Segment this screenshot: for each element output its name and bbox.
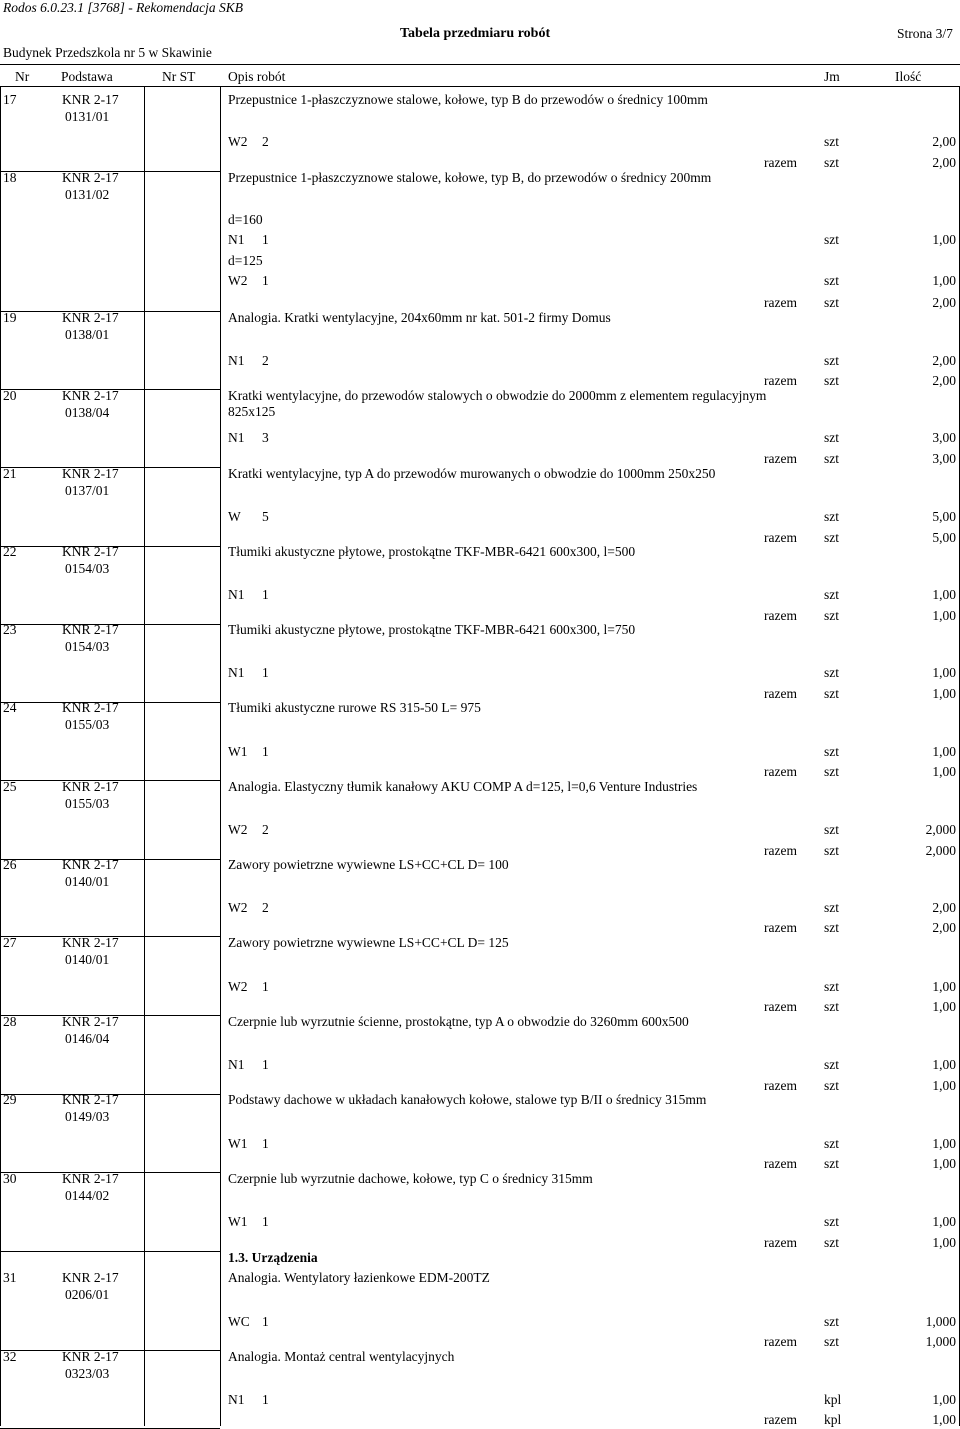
item-number: 31 bbox=[3, 1270, 17, 1285]
total-unit: szt bbox=[824, 999, 839, 1014]
total-unit: szt bbox=[824, 451, 839, 466]
measure-quantity: 1,00 bbox=[932, 587, 956, 602]
measure-code: W1 bbox=[228, 1136, 248, 1151]
item-base-code: KNR 2-17 bbox=[62, 310, 119, 325]
col-header-podstawa: Podstawa bbox=[61, 69, 113, 84]
measure-quantity: 1,00 bbox=[932, 1392, 956, 1407]
item-base-code-sub: 0137/01 bbox=[65, 483, 110, 498]
total-label: razem bbox=[764, 686, 797, 701]
item-number: 22 bbox=[3, 544, 17, 559]
measure-code: W1 bbox=[228, 1214, 248, 1229]
measure-count: 1 bbox=[262, 1214, 269, 1229]
measure-count: 1 bbox=[262, 744, 269, 759]
total-label: razem bbox=[764, 1334, 797, 1349]
measure-quantity: 1,00 bbox=[932, 1057, 956, 1072]
measure-code: N1 bbox=[228, 353, 245, 368]
total-unit: szt bbox=[824, 373, 839, 388]
col-divider bbox=[144, 86, 145, 1426]
item-number: 21 bbox=[3, 466, 17, 481]
total-unit: szt bbox=[824, 686, 839, 701]
item-number: 19 bbox=[3, 310, 17, 325]
app-title: Rodos 6.0.23.1 [3768] - Rekomendacja SKB bbox=[3, 0, 243, 15]
item-number: 25 bbox=[3, 779, 17, 794]
measure-count: 1 bbox=[262, 1136, 269, 1151]
measure-code: W2 bbox=[228, 900, 248, 915]
measure-code: N1 bbox=[228, 1392, 245, 1407]
total-unit: szt bbox=[824, 764, 839, 779]
measure-count: 2 bbox=[262, 134, 269, 149]
measure-count: 1 bbox=[262, 273, 269, 288]
measure-code: W bbox=[228, 509, 241, 524]
measure-unit: szt bbox=[824, 273, 839, 288]
total-quantity: 2,00 bbox=[932, 920, 956, 935]
measure-unit: kpl bbox=[824, 1392, 842, 1407]
document-title: Tabela przedmiaru robót bbox=[400, 26, 551, 41]
total-quantity: 2,00 bbox=[932, 295, 956, 310]
item-base-code-sub: 0140/01 bbox=[65, 874, 110, 889]
measure-quantity: 1,00 bbox=[932, 1214, 956, 1229]
measure-unit: szt bbox=[824, 822, 839, 837]
total-unit: szt bbox=[824, 1078, 839, 1093]
measure-quantity: 1,00 bbox=[932, 273, 956, 288]
total-label: razem bbox=[764, 1078, 797, 1093]
total-quantity: 1,00 bbox=[932, 1412, 956, 1427]
total-quantity: 1,00 bbox=[932, 764, 956, 779]
item-description: Zawory powietrzne wywiewne LS+CC+CL D= 100 bbox=[228, 857, 509, 872]
measure-code: N1 bbox=[228, 665, 245, 680]
total-label: razem bbox=[764, 451, 797, 466]
item-number: 24 bbox=[3, 700, 17, 715]
item-base-code: KNR 2-17 bbox=[62, 544, 119, 559]
item-base-code: KNR 2-17 bbox=[62, 700, 119, 715]
item-number: 27 bbox=[3, 935, 17, 950]
item-base-code-sub: 0323/03 bbox=[65, 1366, 110, 1381]
item-base-code: KNR 2-17 bbox=[62, 388, 119, 403]
item-description: Analogia. Montaż central wentylacyjnych bbox=[228, 1349, 455, 1364]
measure-count: 1 bbox=[262, 1392, 269, 1407]
col-divider bbox=[220, 86, 221, 1426]
measure-count: 2 bbox=[262, 353, 269, 368]
measure-quantity: 1,00 bbox=[932, 665, 956, 680]
total-label: razem bbox=[764, 920, 797, 935]
measure-count: 2 bbox=[262, 900, 269, 915]
total-label: razem bbox=[764, 999, 797, 1014]
total-unit: szt bbox=[824, 155, 839, 170]
total-quantity: 1,00 bbox=[932, 1078, 956, 1093]
total-label: razem bbox=[764, 1156, 797, 1171]
measure-count: 1 bbox=[262, 232, 269, 247]
measure-unit: szt bbox=[824, 1057, 839, 1072]
item-description: Kratki wentylacyjne, typ A do przewodów murowanych o obwodzie do 1000mm 250x250 bbox=[228, 466, 716, 481]
measure-code: WC bbox=[228, 1314, 250, 1329]
item-description: Analogia. Kratki wentylacyjne, 204x60mm nr kat. 501-2 firmy Domus bbox=[228, 310, 611, 325]
item-description: Analogia. Wentylatory łazienkowe EDM-200TZ bbox=[228, 1270, 490, 1285]
item-base-code-sub: 0144/02 bbox=[65, 1188, 110, 1203]
measure-count: 1 bbox=[262, 979, 269, 994]
item-number: 18 bbox=[3, 170, 17, 185]
total-label: razem bbox=[764, 1235, 797, 1250]
total-label: razem bbox=[764, 530, 797, 545]
measure-code: W1 bbox=[228, 744, 248, 759]
total-quantity: 2,00 bbox=[932, 373, 956, 388]
item-number: 23 bbox=[3, 622, 17, 637]
total-quantity: 1,00 bbox=[932, 1156, 956, 1171]
measure-quantity: 2,000 bbox=[925, 822, 956, 837]
page-number: Strona 3/7 bbox=[897, 26, 953, 41]
measure-unit: szt bbox=[824, 430, 839, 445]
item-description: Podstawy dachowe w układach kanałowych kołowe, stalowe typ B/II o średnicy 315mm bbox=[228, 1092, 707, 1107]
item-number: 26 bbox=[3, 857, 17, 872]
item-number: 20 bbox=[3, 388, 17, 403]
total-unit: kpl bbox=[824, 1412, 842, 1427]
measure-code: N1 bbox=[228, 430, 245, 445]
measure-quantity: 1,00 bbox=[932, 1136, 956, 1151]
item-subnote: d=160 bbox=[228, 212, 263, 227]
measure-count: 1 bbox=[262, 587, 269, 602]
col-header-ilosc: Ilość bbox=[895, 69, 922, 84]
measure-unit: szt bbox=[824, 509, 839, 524]
total-unit: szt bbox=[824, 1235, 839, 1250]
item-base-code: KNR 2-17 bbox=[62, 92, 119, 107]
measure-unit: szt bbox=[824, 744, 839, 759]
item-base-code: KNR 2-17 bbox=[62, 622, 119, 637]
total-label: razem bbox=[764, 764, 797, 779]
item-base-code: KNR 2-17 bbox=[62, 1014, 119, 1029]
col-header-jm: Jm bbox=[824, 69, 840, 84]
building-name: Budynek Przedszkola nr 5 w Skawinie bbox=[3, 45, 212, 60]
item-base-code: KNR 2-17 bbox=[62, 935, 119, 950]
item-number: 17 bbox=[3, 92, 17, 107]
measure-unit: szt bbox=[824, 1136, 839, 1151]
item-number: 32 bbox=[3, 1349, 17, 1364]
header-rule-top bbox=[0, 64, 960, 65]
measure-unit: szt bbox=[824, 665, 839, 680]
item-base-code-sub: 0131/02 bbox=[65, 187, 110, 202]
item-base-code: KNR 2-17 bbox=[62, 466, 119, 481]
total-unit: szt bbox=[824, 1334, 839, 1349]
item-base-code-sub: 0154/03 bbox=[65, 561, 110, 576]
measure-quantity: 1,00 bbox=[932, 232, 956, 247]
item-base-code-sub: 0138/01 bbox=[65, 327, 110, 342]
item-base-code: KNR 2-17 bbox=[62, 779, 119, 794]
total-quantity: 1,00 bbox=[932, 608, 956, 623]
measure-unit: szt bbox=[824, 1314, 839, 1329]
item-description: Zawory powietrzne wywiewne LS+CC+CL D= 125 bbox=[228, 935, 509, 950]
item-description: Czerpnie lub wyrzutnie dachowe, kołowe, typ C o średnicy 315mm bbox=[228, 1171, 593, 1186]
measure-unit: szt bbox=[824, 232, 839, 247]
measure-quantity: 2,00 bbox=[932, 353, 956, 368]
item-base-code: KNR 2-17 bbox=[62, 170, 119, 185]
total-label: razem bbox=[764, 295, 797, 310]
measure-unit: szt bbox=[824, 587, 839, 602]
total-label: razem bbox=[764, 373, 797, 388]
measure-count: 1 bbox=[262, 665, 269, 680]
total-quantity: 1,00 bbox=[932, 999, 956, 1014]
measure-quantity: 3,00 bbox=[932, 430, 956, 445]
total-label: razem bbox=[764, 155, 797, 170]
section-heading: 1.3. Urządzenia bbox=[228, 1250, 318, 1265]
total-quantity: 3,00 bbox=[932, 451, 956, 466]
total-unit: szt bbox=[824, 920, 839, 935]
total-label: razem bbox=[764, 1412, 797, 1427]
item-description: Przepustnice 1-płaszczyznowe stalowe, kołowe, typ B do przewodów o średnicy 100mm bbox=[228, 92, 708, 107]
col-header-nrst: Nr ST bbox=[162, 69, 196, 84]
item-base-code: KNR 2-17 bbox=[62, 1171, 119, 1186]
total-label: razem bbox=[764, 843, 797, 858]
col-header-opis: Opis robót bbox=[228, 69, 286, 84]
total-quantity: 2,00 bbox=[932, 155, 956, 170]
total-unit: szt bbox=[824, 608, 839, 623]
measure-count: 2 bbox=[262, 822, 269, 837]
item-base-code-sub: 0140/01 bbox=[65, 952, 110, 967]
item-base-code-sub: 0155/03 bbox=[65, 717, 110, 732]
item-base-code: KNR 2-17 bbox=[62, 1349, 119, 1364]
item-subnote: d=125 bbox=[228, 253, 263, 268]
measure-count: 1 bbox=[262, 1314, 269, 1329]
measure-code: N1 bbox=[228, 587, 245, 602]
item-number: 28 bbox=[3, 1014, 17, 1029]
measure-count: 5 bbox=[262, 509, 269, 524]
measure-unit: szt bbox=[824, 1214, 839, 1229]
item-base-code-sub: 0146/04 bbox=[65, 1031, 110, 1046]
measure-unit: szt bbox=[824, 900, 839, 915]
total-quantity: 2,000 bbox=[925, 843, 956, 858]
item-description: Tłumiki akustyczne płytowe, prostokątne TKF-MBR-6421 600x300, l=500 bbox=[228, 544, 636, 559]
item-description: Analogia. Elastyczny tłumik kanałowy AKU COMP A d=125, l=0,6 Venture Industries bbox=[228, 779, 698, 794]
item-description: Kratki wentylacyjne, do przewodów stalowych o obwodzie do 2000mm z elementem regulacyjnym 825x125 bbox=[228, 388, 767, 419]
item-base-code-sub: 0206/01 bbox=[65, 1287, 110, 1302]
total-label: razem bbox=[764, 608, 797, 623]
item-description: Tłumiki akustyczne rurowe RS 315-50 L= 975 bbox=[228, 700, 481, 715]
total-quantity: 1,00 bbox=[932, 686, 956, 701]
col-divider bbox=[0, 86, 1, 1426]
item-base-code: KNR 2-17 bbox=[62, 1270, 119, 1285]
item-base-code: KNR 2-17 bbox=[62, 1092, 119, 1107]
measure-unit: szt bbox=[824, 134, 839, 149]
measure-count: 3 bbox=[262, 430, 269, 445]
measure-code: W2 bbox=[228, 273, 248, 288]
item-base-code: KNR 2-17 bbox=[62, 857, 119, 872]
measure-code: W2 bbox=[228, 979, 248, 994]
item-description: Czerpnie lub wyrzutnie ścienne, prostokątne, typ A o obwodzie do 3260mm 600x500 bbox=[228, 1014, 689, 1029]
measure-code: W2 bbox=[228, 134, 248, 149]
item-base-code-sub: 0155/03 bbox=[65, 796, 110, 811]
total-unit: szt bbox=[824, 530, 839, 545]
measure-quantity: 2,00 bbox=[932, 900, 956, 915]
measure-unit: szt bbox=[824, 353, 839, 368]
measure-quantity: 1,000 bbox=[925, 1314, 956, 1329]
col-header-nr: Nr bbox=[15, 69, 30, 84]
measure-unit: szt bbox=[824, 979, 839, 994]
total-quantity: 5,00 bbox=[932, 530, 956, 545]
item-separator bbox=[0, 1251, 220, 1252]
total-unit: szt bbox=[824, 295, 839, 310]
total-quantity: 1,000 bbox=[925, 1334, 956, 1349]
measure-quantity: 2,00 bbox=[932, 134, 956, 149]
measure-quantity: 5,00 bbox=[932, 509, 956, 524]
item-base-code-sub: 0138/04 bbox=[65, 405, 110, 420]
item-number: 29 bbox=[3, 1092, 17, 1107]
total-quantity: 1,00 bbox=[932, 1235, 956, 1250]
item-base-code-sub: 0149/03 bbox=[65, 1109, 110, 1124]
measure-code: N1 bbox=[228, 1057, 245, 1072]
measure-quantity: 1,00 bbox=[932, 744, 956, 759]
measure-code: W2 bbox=[228, 822, 248, 837]
item-description: Tłumiki akustyczne płytowe, prostokątne TKF-MBR-6421 600x300, l=750 bbox=[228, 622, 636, 637]
total-unit: szt bbox=[824, 843, 839, 858]
item-number: 30 bbox=[3, 1171, 17, 1186]
item-base-code-sub: 0154/03 bbox=[65, 639, 110, 654]
item-base-code-sub: 0131/01 bbox=[65, 109, 110, 124]
item-description: Przepustnice 1-płaszczyznowe stalowe, kołowe, typ B, do przewodów o średnicy 200mm bbox=[228, 170, 712, 185]
total-unit: szt bbox=[824, 1156, 839, 1171]
measure-count: 1 bbox=[262, 1057, 269, 1072]
measure-code: N1 bbox=[228, 232, 245, 247]
measure-quantity: 1,00 bbox=[932, 979, 956, 994]
